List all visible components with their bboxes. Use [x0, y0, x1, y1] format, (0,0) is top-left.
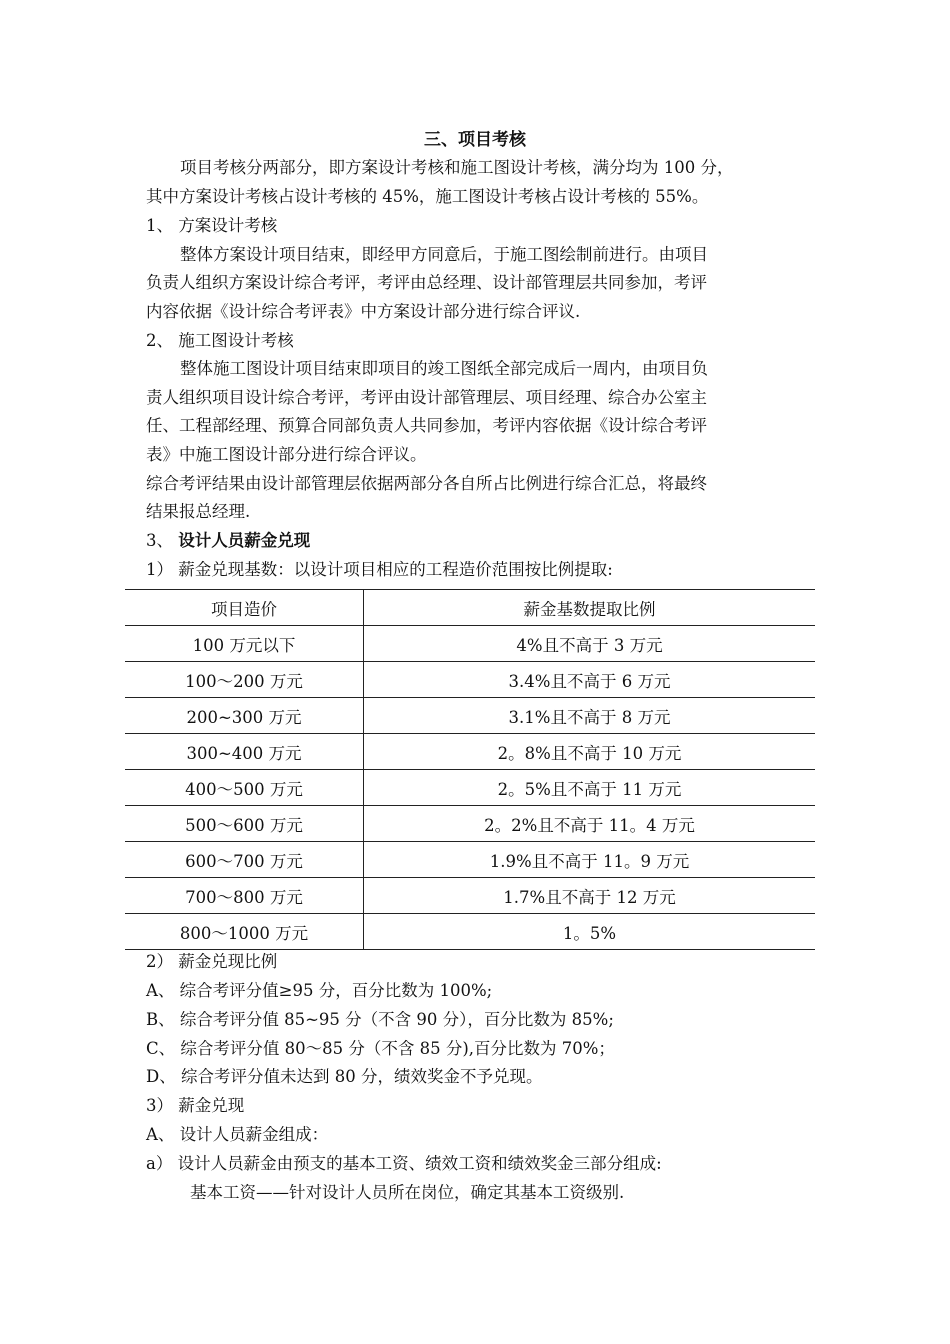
paragraph-summary-line-1: 综合考评结果由设计部管理层依据两部分各自所占比例进行综合汇总，将最终 [146, 474, 707, 493]
table-cell-cost: 300~400 万元 [125, 734, 364, 770]
table-cell-ratio: 3.4%且不高于 6 万元 [364, 662, 816, 698]
table-cell-ratio: 3.1%且不高于 8 万元 [364, 698, 816, 734]
table-row [125, 878, 815, 914]
section-title: 三、项目考核 [424, 130, 526, 150]
table-row [125, 626, 815, 662]
table-row [125, 698, 815, 734]
heading-salary [146, 527, 826, 555]
table-cell-cost: 100 万元以下 [125, 626, 364, 662]
table-cell-cost: 400～500 万元 [125, 770, 364, 806]
heading-construction-design: 2、 施工图设计考核 [146, 331, 294, 350]
table-row [125, 734, 815, 770]
table-row [125, 770, 815, 806]
table-cell-ratio: 4%且不高于 3 万元 [364, 626, 816, 662]
base-salary-definition: 基本工资——针对设计人员所在岗位，确定其基本工资级别. [190, 1183, 625, 1202]
table-cell-ratio: 1.7%且不高于 12 万元 [364, 878, 816, 914]
table-cell-cost: 500～600 万元 [125, 806, 364, 842]
paragraph-scheme-line-3: 内容依据《设计综合考评表》中方案设计部分进行综合评议. [146, 302, 581, 321]
salary-rate-table [125, 589, 815, 950]
table-cell-ratio: 2。5%且不高于 11 万元 [364, 770, 816, 806]
subheading-salary-payout: 3） 薪金兑现 [146, 1096, 245, 1115]
paragraph-construction-line-1: 整体施工图设计项目结束即项目的竣工图纸全部完成后一周内，由项目负 [180, 359, 708, 378]
table-cell-cost: 200~300 万元 [125, 698, 364, 734]
paragraph-scheme-line-2: 负责人组织方案设计综合考评，考评由总经理、设计部管理层共同参加，考评 [146, 273, 707, 292]
salary-composition-detail: a） 设计人员薪金由预支的基本工资、绩效工资和绩效奖金三部分组成: [146, 1154, 662, 1173]
paragraph-intro-line-2: 其中方案设计考核占设计考核的 45%，施工图设计考核占设计考核的 55%。 [146, 187, 709, 206]
table-header-cell: 薪金基数提取比例 [364, 590, 816, 626]
table-cell-cost: 600～700 万元 [125, 842, 364, 878]
list-item-b: B、 综合考评分值 85~95 分（不含 90 分），百分比数为 85%; [146, 1010, 614, 1029]
paragraph-construction-line-4: 表》中施工图设计部分进行综合评议。 [146, 445, 427, 464]
table-cell-ratio: 2。8%且不高于 10 万元 [364, 734, 816, 770]
salary-composition-title: A、 设计人员薪金组成： [146, 1125, 329, 1144]
table-cell-ratio: 1。5% [364, 914, 816, 950]
table-header-row [125, 590, 815, 626]
paragraph-construction-line-3: 任、工程部经理、预算合同部负责人共同参加，考评内容依据《设计综合考评 [146, 416, 707, 435]
table-row [125, 842, 815, 878]
table-cell-cost: 100～200 万元 [125, 662, 364, 698]
table-cell-cost: 700～800 万元 [125, 878, 364, 914]
list-item-d: D、 综合考评分值未达到 80 分，绩效奖金不予兑现。 [146, 1067, 543, 1086]
subheading-salary-base: 1） 薪金兑现基数：以设计项目相应的工程造价范围按比例提取: [146, 560, 613, 579]
table-row [125, 806, 815, 842]
paragraph-summary-line-2: 结果报总经理. [146, 502, 251, 521]
table-cell-ratio: 2。2%且不高于 11。4 万元 [364, 806, 816, 842]
heading-salary-text: 设计人员薪金兑现 [178, 531, 311, 550]
table-cell-cost: 800～1000 万元 [125, 914, 364, 950]
table-header-cell: 项目造价 [125, 590, 364, 626]
heading-salary-number: 3、 [146, 531, 179, 550]
table-row [125, 662, 815, 698]
list-item-c: C、 综合考评分值 80～85 分（不含 85 分),百分比数为 70%； [146, 1039, 615, 1058]
paragraph-construction-line-2: 责人组织项目设计综合考评，考评由设计部管理层、项目经理、综合办公室主 [146, 388, 707, 407]
paragraph-scheme-line-1: 整体方案设计项目结束，即经甲方同意后，于施工图绘制前进行。由项目 [180, 245, 708, 264]
heading-scheme-design: 1、 方案设计考核 [146, 216, 278, 235]
list-item-a: A、 综合考评分值≥95 分，百分比数为 100%; [146, 981, 493, 1000]
subheading-salary-ratio: 2） 薪金兑现比例 [146, 952, 278, 971]
table-cell-ratio: 1.9%且不高于 11。9 万元 [364, 842, 816, 878]
table-row [125, 914, 815, 950]
paragraph-intro-line-1: 项目考核分两部分，即方案设计考核和施工图设计考核，满分均为 100 分， [180, 158, 734, 177]
